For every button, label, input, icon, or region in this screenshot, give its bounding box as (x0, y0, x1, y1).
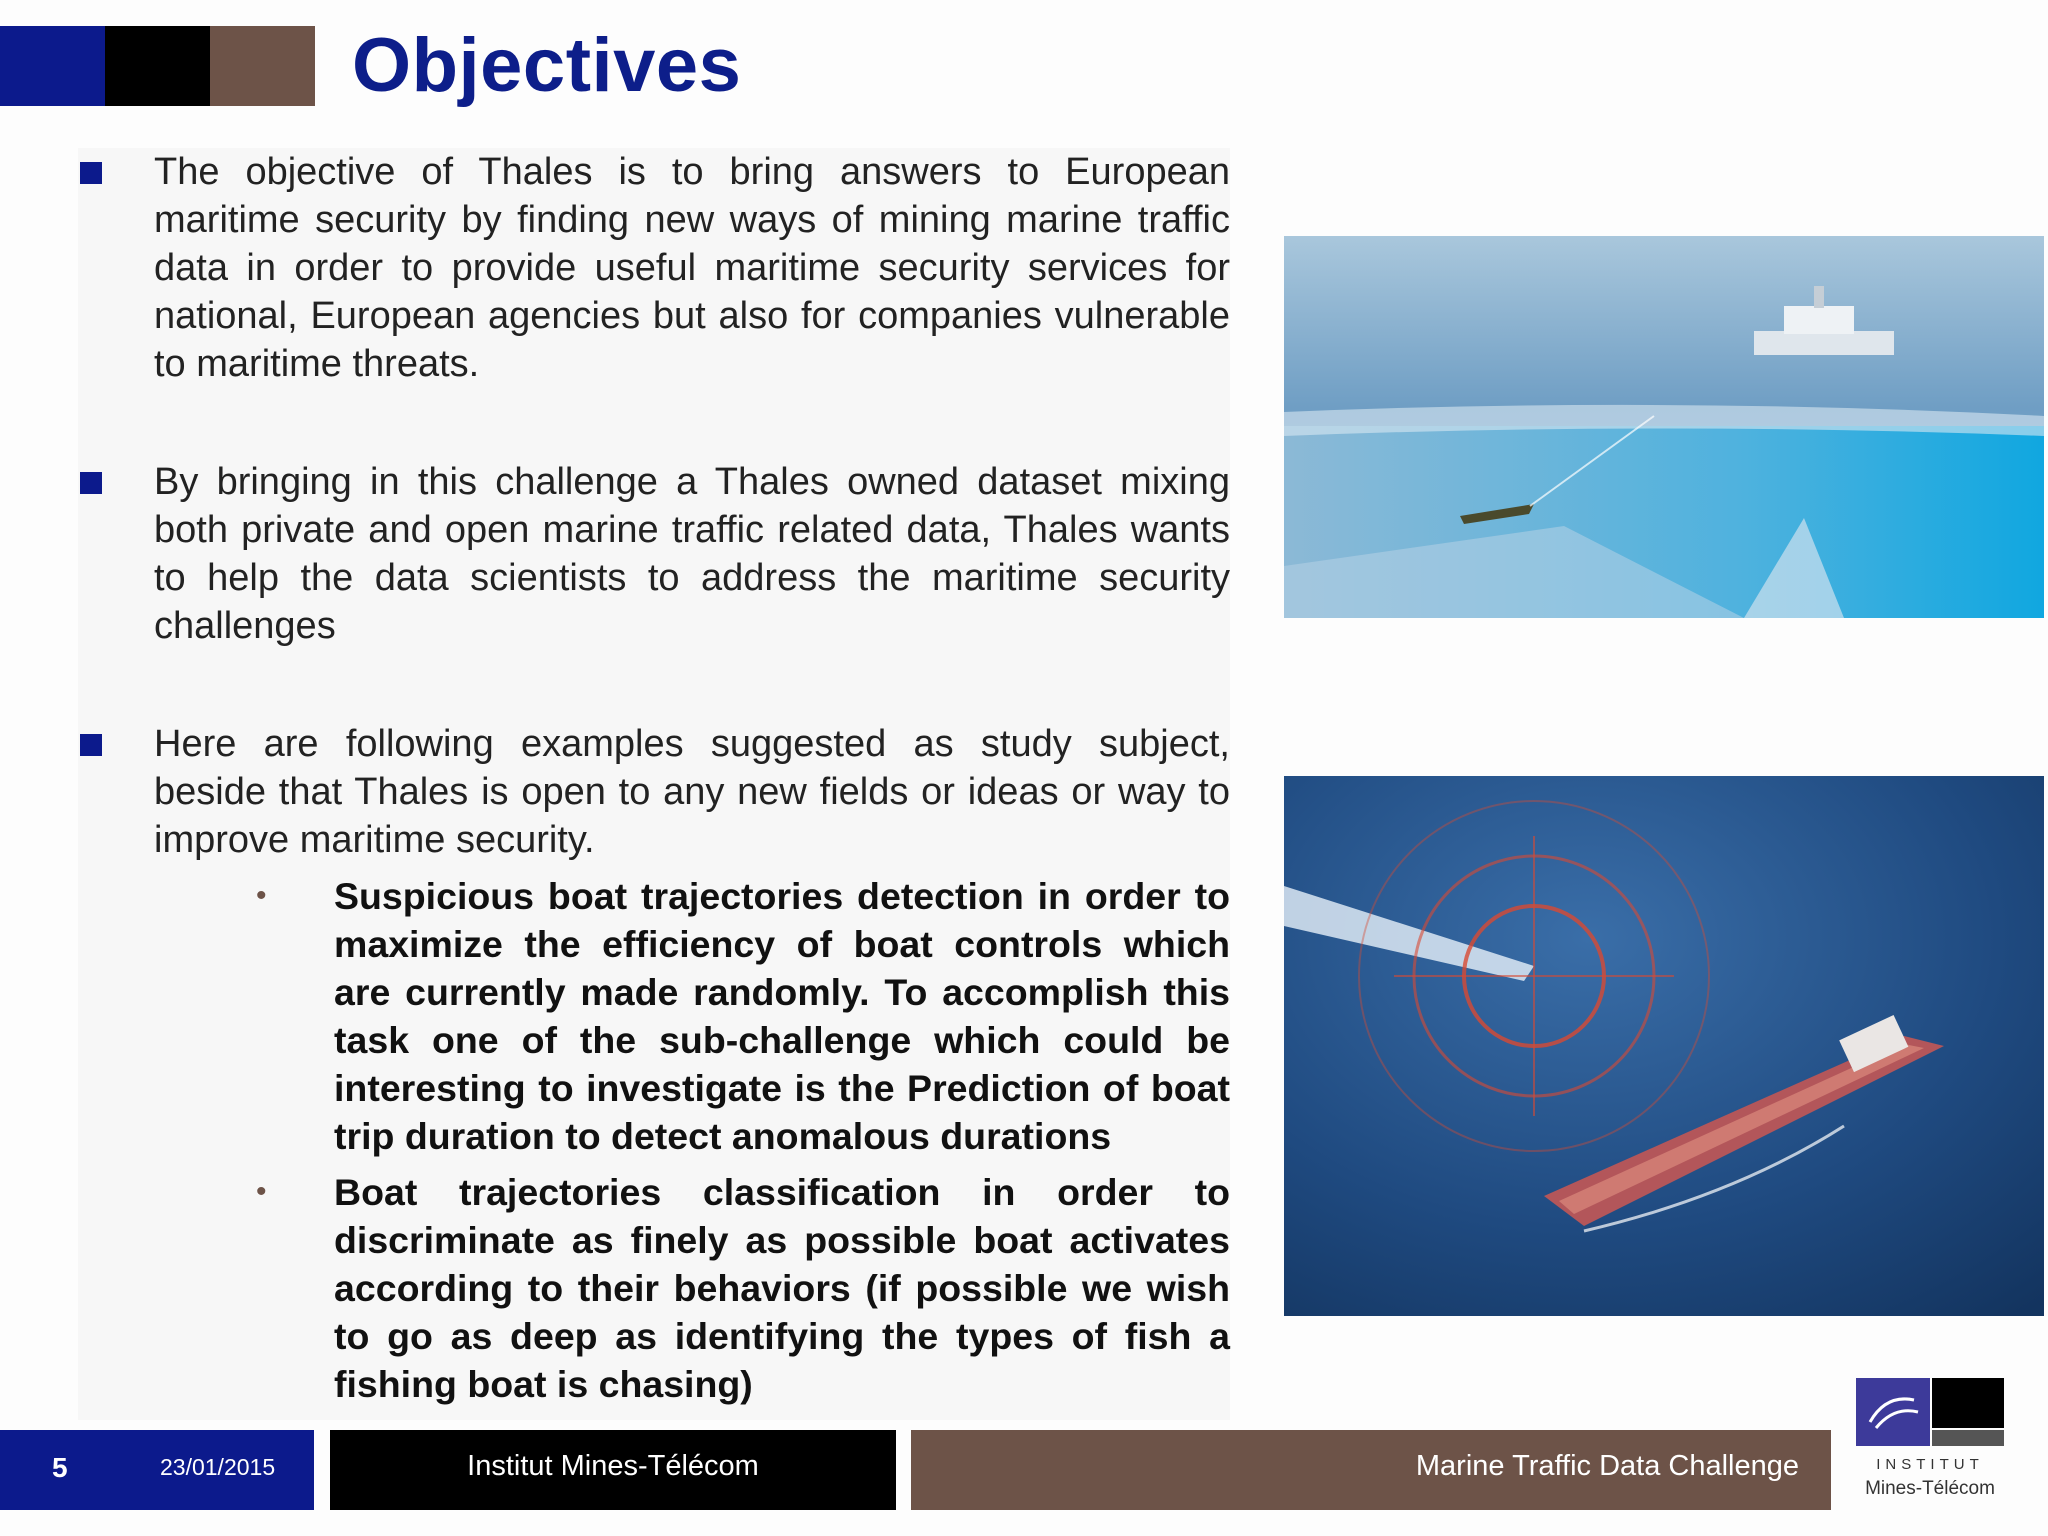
dot-bullet-icon: • (256, 1175, 267, 1208)
bullet-2-text: By bringing in this challenge a Thales owned dataset mixing both private and open marine traffic related data, Thales wants to help the data scientists to address the maritime security challenges (154, 461, 1230, 647)
header-black-block (105, 26, 210, 106)
tanker-target-photo (1284, 776, 2044, 1316)
sub-bullet-2 (154, 1168, 1230, 1408)
footer-challenge-block (911, 1430, 1831, 1510)
bullet-1-text: The objective of Thales is to bring answers to European maritime security by finding new ways of mining marine traffic data in order to provide useful maritime security services for national, European agencies but also for companies vulnerable to maritime threats. (154, 151, 1230, 385)
header-brown-block (210, 26, 315, 106)
bullet-3 (78, 720, 1230, 1408)
bullet-3-text: Here are following examples suggested as study subject, beside that Thales is open to any new fields or ideas or way to improve maritime security. (154, 723, 1230, 861)
logo-line2: Mines-Télécom (1865, 1478, 1995, 1499)
logo-emblem-icon (1856, 1378, 1930, 1446)
footer-institution: Institut Mines-Télécom (467, 1450, 759, 1482)
page-number: 5 (52, 1452, 68, 1483)
sub-bullet-1 (154, 872, 1230, 1160)
footer-institution-block (330, 1430, 896, 1510)
header-blue-block (0, 26, 105, 106)
slide-content (78, 148, 1230, 1420)
footer-page-block (0, 1430, 314, 1510)
patrol-boat-photo (1284, 236, 2044, 618)
square-bullet-icon (80, 472, 102, 494)
institut-mines-telecom-logo (1856, 1378, 2004, 1508)
logo-line1: INSTITUT (1876, 1456, 1984, 1473)
footer-date: 23/01/2015 (160, 1454, 276, 1480)
sub-bullet-1-text: Suspicious boat trajectories detection in order to maximize the efficiency of boat controls which are currently made randomly. To accomplish this task one of the sub-challenge which could be interesting to investigate is the Prediction of boat trip duration to detect anomalous durations (334, 875, 1230, 1157)
sub-bullet-2-text: Boat trajectories classification in order to discriminate as finely as possible boat activates according to their behaviors (if possible we wish to go as deep as identifying the types of fish a fishing boat is chasing) (334, 1171, 1230, 1405)
square-bullet-icon (80, 734, 102, 756)
bullet-2 (78, 458, 1230, 650)
slide-title: Objectives (352, 23, 742, 108)
footer-challenge-title: Marine Traffic Data Challenge (1415, 1450, 1799, 1482)
square-bullet-icon (80, 162, 102, 184)
dot-bullet-icon: • (256, 879, 267, 912)
bullet-1 (78, 148, 1230, 388)
